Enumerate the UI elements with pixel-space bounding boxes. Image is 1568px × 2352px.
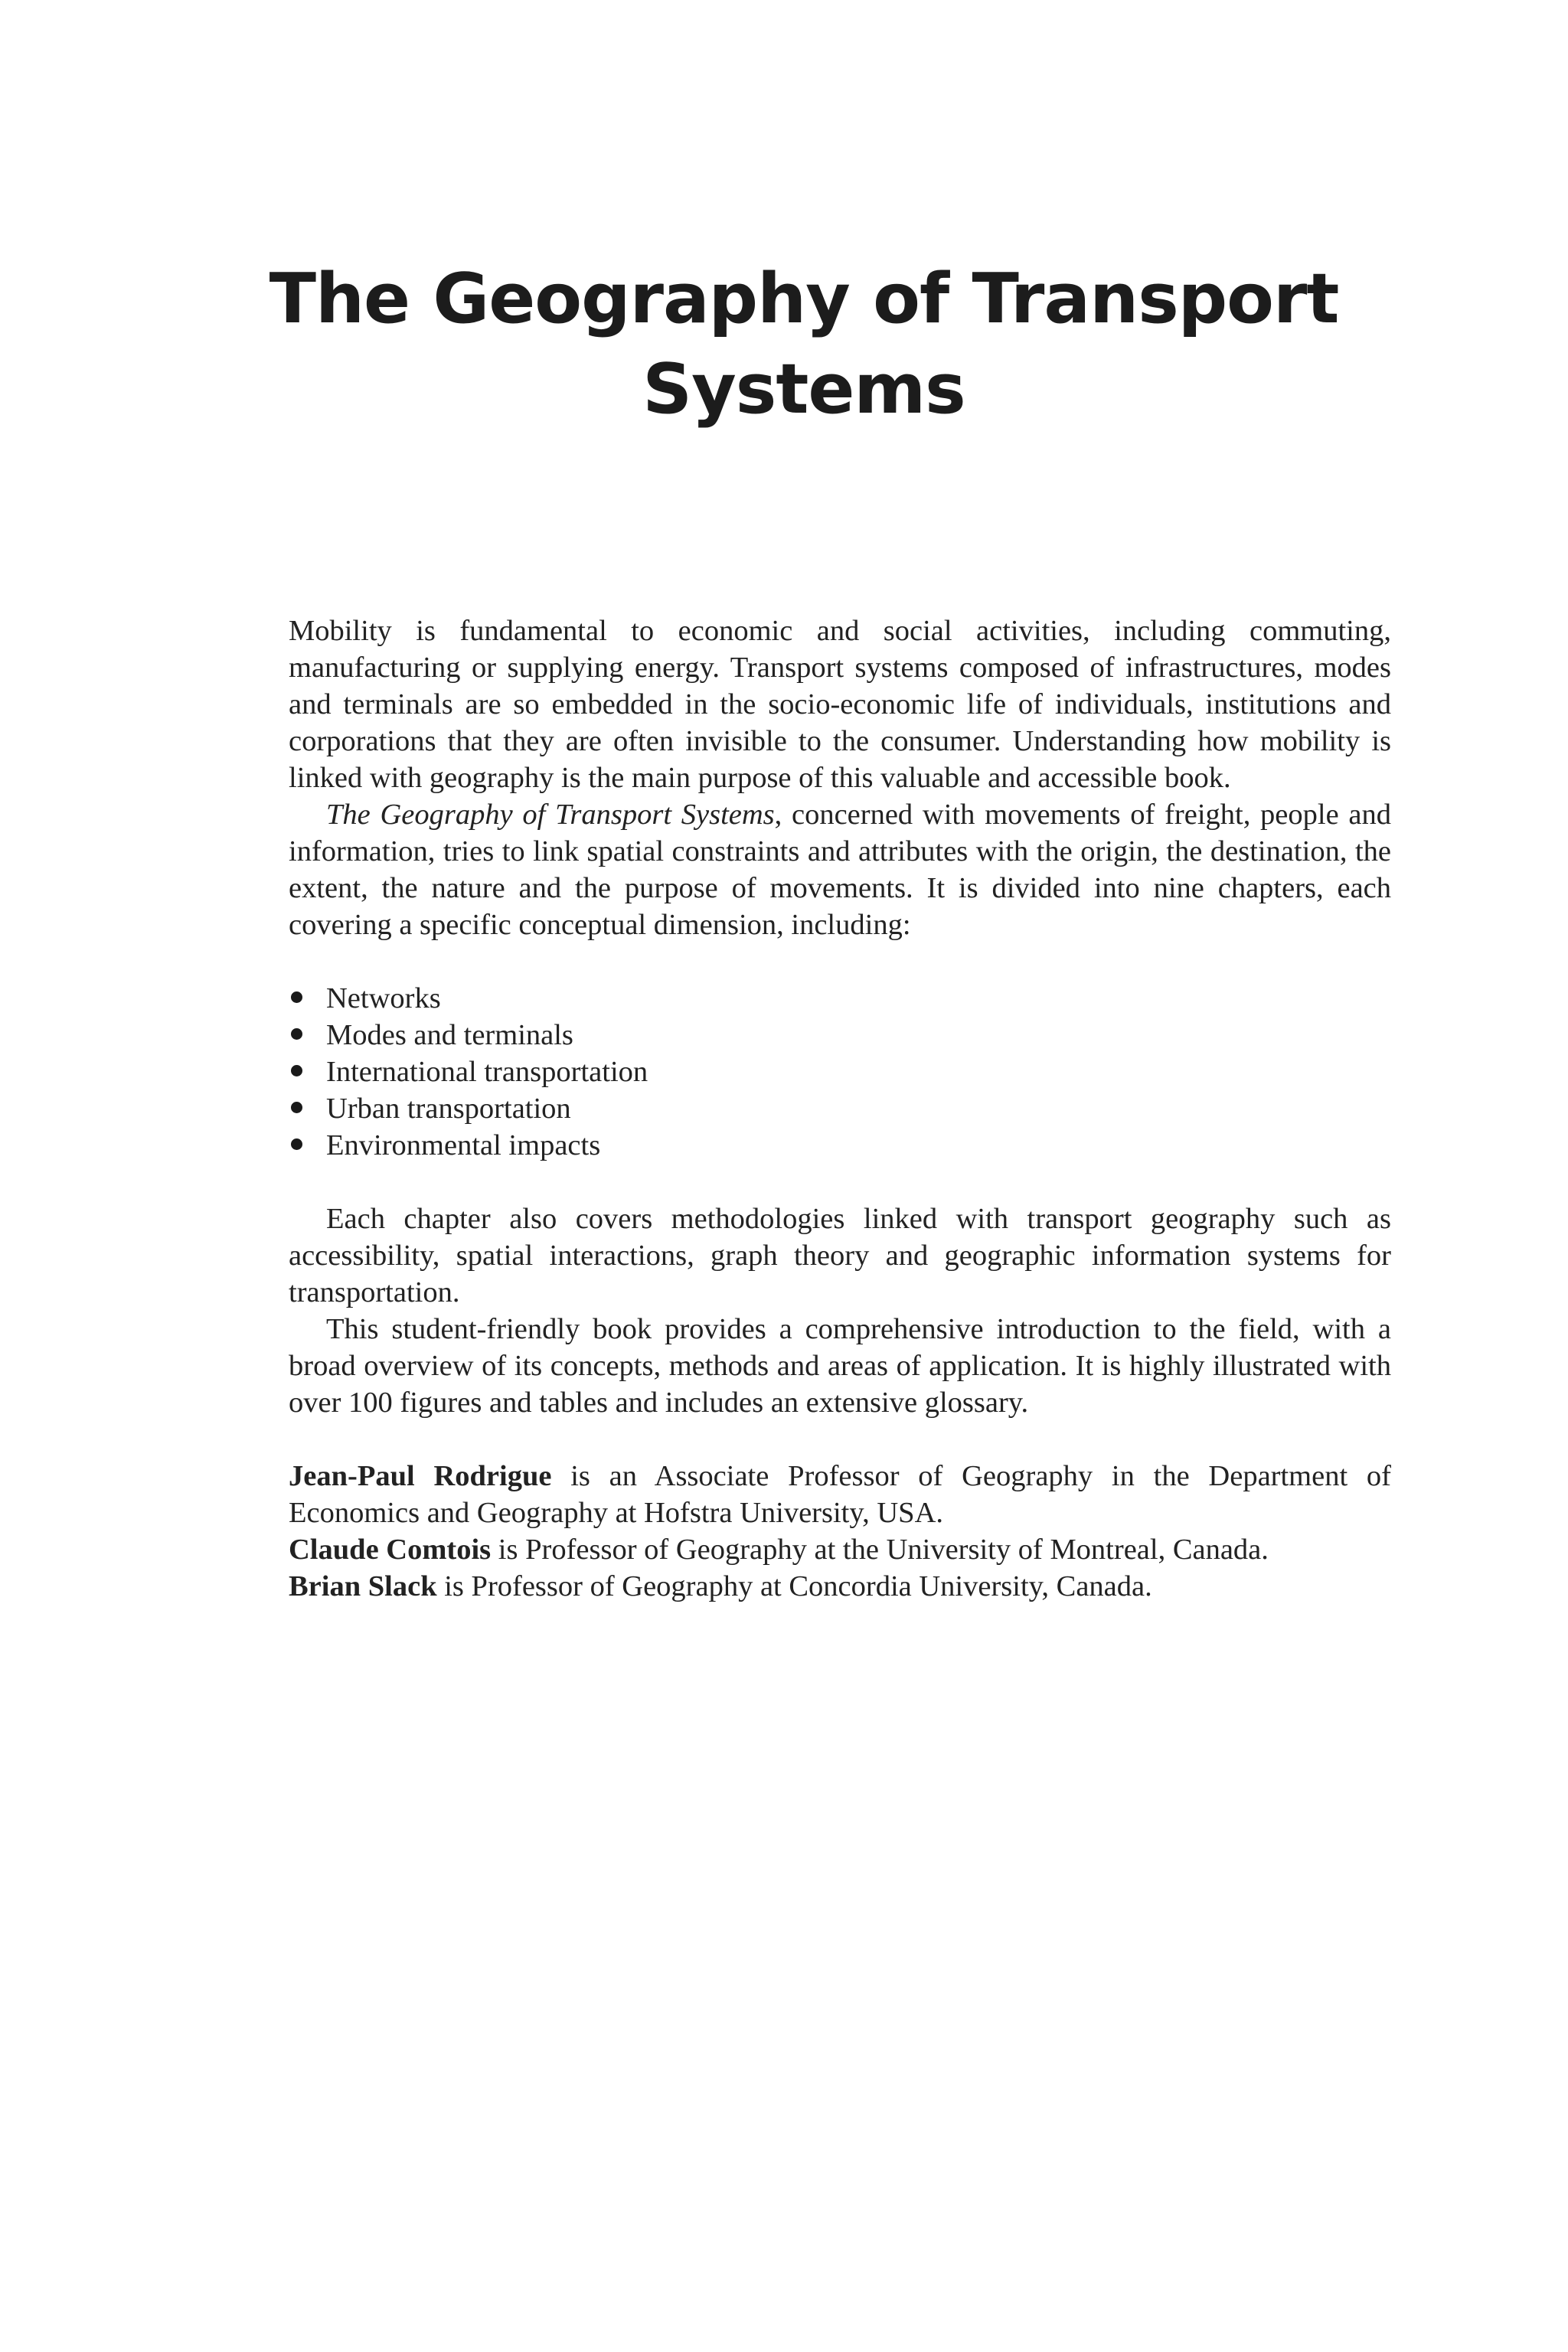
- spacer: [289, 1164, 1391, 1200]
- intro-paragraph-2: [289, 796, 1391, 943]
- list-item: [289, 1017, 1391, 1054]
- author-name: Claude Comtois: [289, 1534, 492, 1566]
- list-item-label: International transportation: [326, 1056, 648, 1088]
- bullet-icon: [291, 1028, 302, 1040]
- author-entry: [289, 1531, 1391, 1568]
- book-title-italic: The Geography of Transport Systems: [326, 799, 775, 831]
- spacer: [289, 943, 1391, 980]
- chapter-list: [289, 980, 1391, 1164]
- list-item-label: Environmental impacts: [326, 1129, 601, 1161]
- list-item: [289, 980, 1391, 1017]
- intro-paragraph-2-text: , concerned with movements of freight, people and information, tries to link spatial constraints and attributes with the origin, the destination, the extent, the nature and the purpose of movements. It is divided into nine chapters, each covering a specific conceptual dimension, including:: [289, 799, 1391, 941]
- bullet-icon: [291, 1065, 302, 1076]
- author-bio: is Professor of Geography at Concordia University, Canada.: [436, 1570, 1152, 1602]
- author-bio: is Professor of Geography at the University of Montreal, Canada.: [491, 1534, 1269, 1566]
- author-entry: [289, 1568, 1391, 1605]
- blurb-body: [289, 612, 1391, 1605]
- list-item: [289, 1127, 1391, 1164]
- spacer: [289, 1421, 1391, 1458]
- list-item-label: Urban transportation: [326, 1093, 571, 1125]
- bullet-icon: [291, 991, 302, 1003]
- outro-paragraph-4: This student-friendly book provides a comprehensive introduction to the field, with a broad overview of its concepts, methods and areas of application. It is highly illustrated with over 100 figures and tables and includes an extensive glossary.: [289, 1313, 1391, 1419]
- list-item-label: Modes and terminals: [326, 1019, 573, 1051]
- author-bio: is an Associate Professor of Geography in the Department of Economics and Geography at Hofstra University, USA.: [289, 1460, 1391, 1529]
- list-item: [289, 1090, 1391, 1127]
- list-item-label: Networks: [326, 982, 441, 1014]
- book-title: The Geography of Transport Systems: [269, 259, 1339, 430]
- bullet-icon: [291, 1138, 302, 1150]
- author-name: Brian Slack: [289, 1570, 437, 1602]
- list-item: [289, 1054, 1391, 1090]
- outro-paragraph-3: Each chapter also covers methodologies linked with transport geography such as accessibility, spatial interactions, graph theory and geographic information systems for transportation.: [289, 1203, 1391, 1308]
- author-name: Jean-Paul Rodrigue: [289, 1460, 552, 1492]
- intro-paragraph-1: Mobility is fundamental to economic and social activities, including commuting, manufacturing or supplying energy. Transport systems composed of infrastructures, modes and terminals are so embedded in the socio-economic life of individuals, institutions and corporations that they are often invisible to the consumer. Understanding how mobility is linked with geography is the main purpose of this valuable and accessible book.: [289, 615, 1391, 794]
- bullet-icon: [291, 1102, 302, 1113]
- author-entry: [289, 1458, 1391, 1531]
